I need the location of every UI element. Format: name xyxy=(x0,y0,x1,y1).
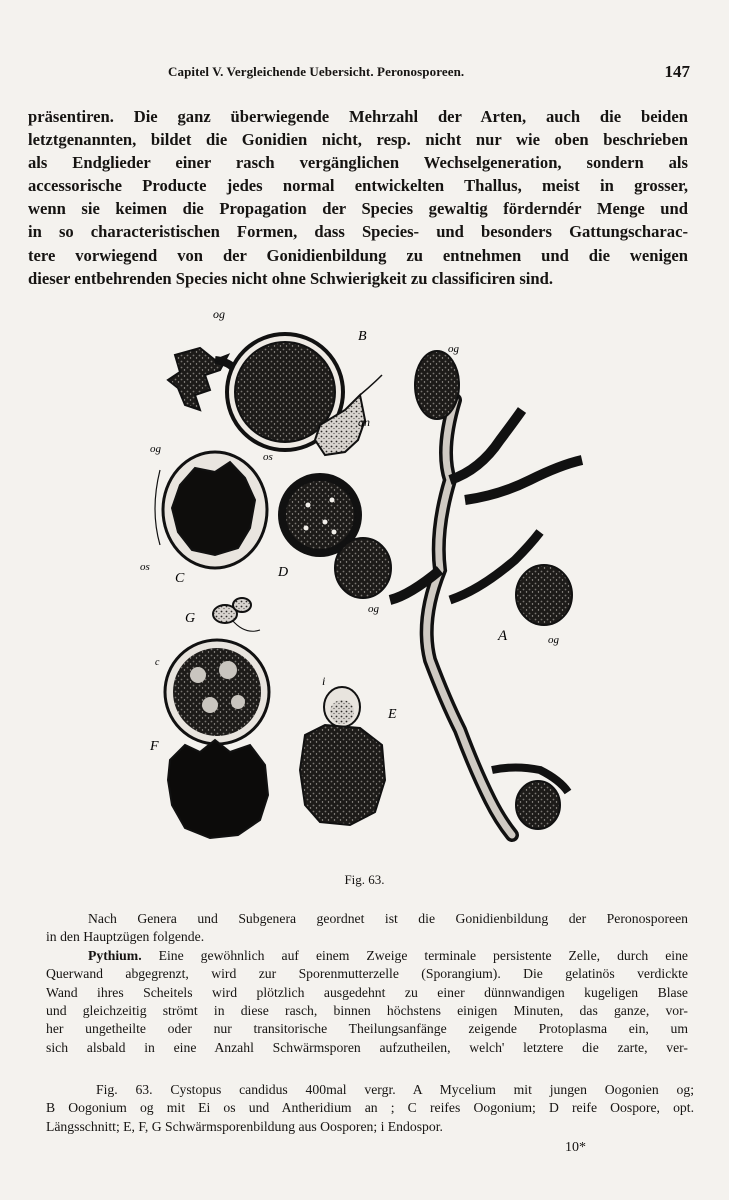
label-g: G xyxy=(185,611,196,626)
label-og-c: og xyxy=(150,443,161,455)
text-line: wenn sie keimen die Propagation der Species gewaltig förderndér Menge und xyxy=(28,199,688,219)
legend-line: Längsschnitt; E, F, G Schwärmsporenbildung aus Oosporen; i Endospor. xyxy=(46,1118,443,1134)
label-d: D xyxy=(278,565,289,580)
label-os-c: os xyxy=(140,561,150,573)
label-e: E xyxy=(388,707,397,722)
text-line: dieser entbehrenden Species nicht ohne Schwierigkeit zu classificiren sind. xyxy=(28,268,554,288)
paragraph-bottom xyxy=(46,910,688,1057)
label-og-a1: og xyxy=(448,343,459,355)
label-og-a3: og xyxy=(548,634,559,646)
text-line: und gleichzeitig strömt in diese rasch, binnen höchstens einigen Minuten, das ganze, vor- xyxy=(46,1003,688,1019)
page-number: 147 xyxy=(664,62,690,81)
text-fragment: Eine gewöhnlich auf einem Zweige terminale persistente Zelle, durch eine xyxy=(158,947,689,963)
text-line: als Endglieder einer rasch vergänglichen Wechselgeneration, sondern als xyxy=(28,153,688,173)
legend-line: Fig. 63. Cystopus candidus 400mal vergr. A Mycelium mit jungen Oogonien og; xyxy=(96,1082,694,1097)
label-i: i xyxy=(322,674,326,688)
label-c-mark: c xyxy=(155,657,160,668)
text-line: präsentiren. Die ganz überwiegende Mehrzahl der Arten, auch die beiden xyxy=(28,107,688,126)
label-os-b: os xyxy=(263,451,273,463)
label-og-b: og xyxy=(213,307,225,321)
figure-part-f xyxy=(165,640,269,838)
label-an: an xyxy=(358,415,370,429)
figure-part-e xyxy=(300,687,385,825)
text-line: accessorische Producte jedes normal entwickelten Thallus, meist in grosser, xyxy=(28,176,688,196)
page-header xyxy=(160,64,690,84)
text-line: in den Hauptzügen folgende. xyxy=(46,929,205,945)
genus-label-pythium: Pythium. xyxy=(88,947,142,963)
figure-part-c xyxy=(155,452,267,568)
text-line xyxy=(46,947,688,965)
figure-caption: Fig. 63. xyxy=(344,872,385,887)
text-line: letztgenannten, bildet die Gonidien nicht, resp. nicht nur wie oben beschrieben xyxy=(28,130,688,150)
text-line: Wand ihres Scheitels wird plötzlich ausgedehnt zu einer dünnwandigen kugeligen Blase xyxy=(46,984,688,1000)
text-line: in so characteristischen Formen, dass Species- und besonders Gattungscharac- xyxy=(28,222,688,242)
text-line: sich alsbald in eine Anzahl Schwärmsporen aufzutheilen, welch' letztere die zarte, ver- xyxy=(46,1039,688,1055)
label-b: B xyxy=(358,329,367,344)
text-line: her ungetheilte oder nur transitorische Theilungsanfänge zeigende Protoplasma ein, um xyxy=(46,1021,688,1037)
running-head: Capitel V. Vergleichende Uebersicht. Peronosporeen. xyxy=(168,64,465,79)
figure-63-illustration xyxy=(120,300,620,870)
figure-part-g xyxy=(213,598,260,631)
text-line: Nach Genera und Subgenera geordnet ist die Gonidienbildung der Peronosporeen xyxy=(88,911,688,926)
label-c: C xyxy=(175,571,185,586)
figure-part-b xyxy=(168,334,382,455)
label-a: A xyxy=(498,628,508,644)
text-line: Querwand abgegrenzt, wird zur Sporenmutterzelle (Sporangium). Die gelatinös verdickte xyxy=(46,966,688,982)
paragraph-top xyxy=(28,105,688,290)
text-line: tere vorwiegend von der Gonidienbildung zu entnehmen und die wenigen xyxy=(28,245,688,265)
label-f: F xyxy=(150,739,159,754)
signature-mark: 10* xyxy=(565,1140,586,1155)
label-og-a2: og xyxy=(368,603,379,615)
legend-line: B Oogonium og mit Ei os und Antheridium an ; C reifes Oogonium; D reife Oospore, opt. xyxy=(46,1100,694,1116)
figure-legend xyxy=(46,1081,694,1136)
